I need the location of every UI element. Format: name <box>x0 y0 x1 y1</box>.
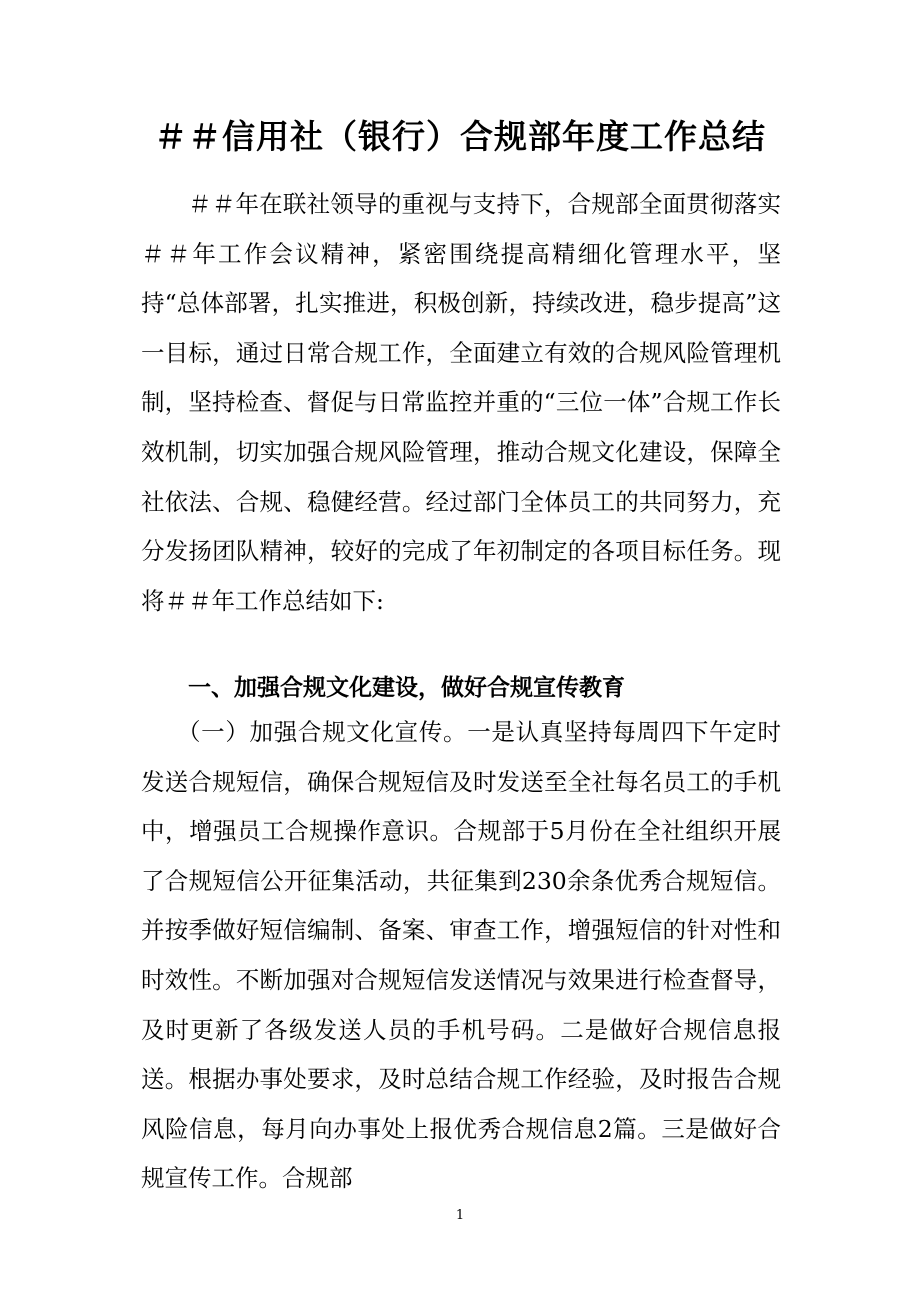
document-title: ＃＃信用社（银行）合规部年度工作总结 <box>154 117 766 156</box>
intro-paragraph: ＃＃年在联社领导的重视与支持下，合规部全面贯彻落实＃＃年工作会议精神，紧密围绕提高精细化管理水平，坚持“总体部署，扎实推进，积极创新，持续改进，稳步提高”这一目标，通过日常合规工作，全面建立有效的合规风险管理机制，坚持检查、督促与日常监控并重的“三位一体”合规工作长效机制，切实加强合规风险管理，推动合规文化建设，保障全社依法、合规、稳健经营。经过部门全体员工的共同努力，充分发扬团队精神，较好的完成了年初制定的各项目标任务。现将＃＃年工作总结如下: <box>141 190 781 615</box>
section-heading: 一、加强合规文化建设，做好合规宣传教育 <box>188 675 625 701</box>
page-number: 1 <box>455 1208 465 1223</box>
section-paragraph: （一）加强合规文化宣传。一是认真坚持每周四下午定时发送合规短信，确保合规短信及时发送至全社每名员工的手机中，增强员工合规操作意识。合规部于5月份在全社组织开展了合规短信公开征集活动，共征集到230余条优秀合规短信。并按季做好短信编制、备案、审查工作，增强短信的针对性和时效性。不断加强对合规短信发送情况与效果进行检查督导，及时更新了各级发送人员的手机号码。二是做好合规信息报送。根据办事处要求，及时总结合规工作经验，及时报告合规风险信息，每月向办事处上报优秀合规信息2篇。三是做好合规宣传工作。合规部 <box>141 718 781 1193</box>
